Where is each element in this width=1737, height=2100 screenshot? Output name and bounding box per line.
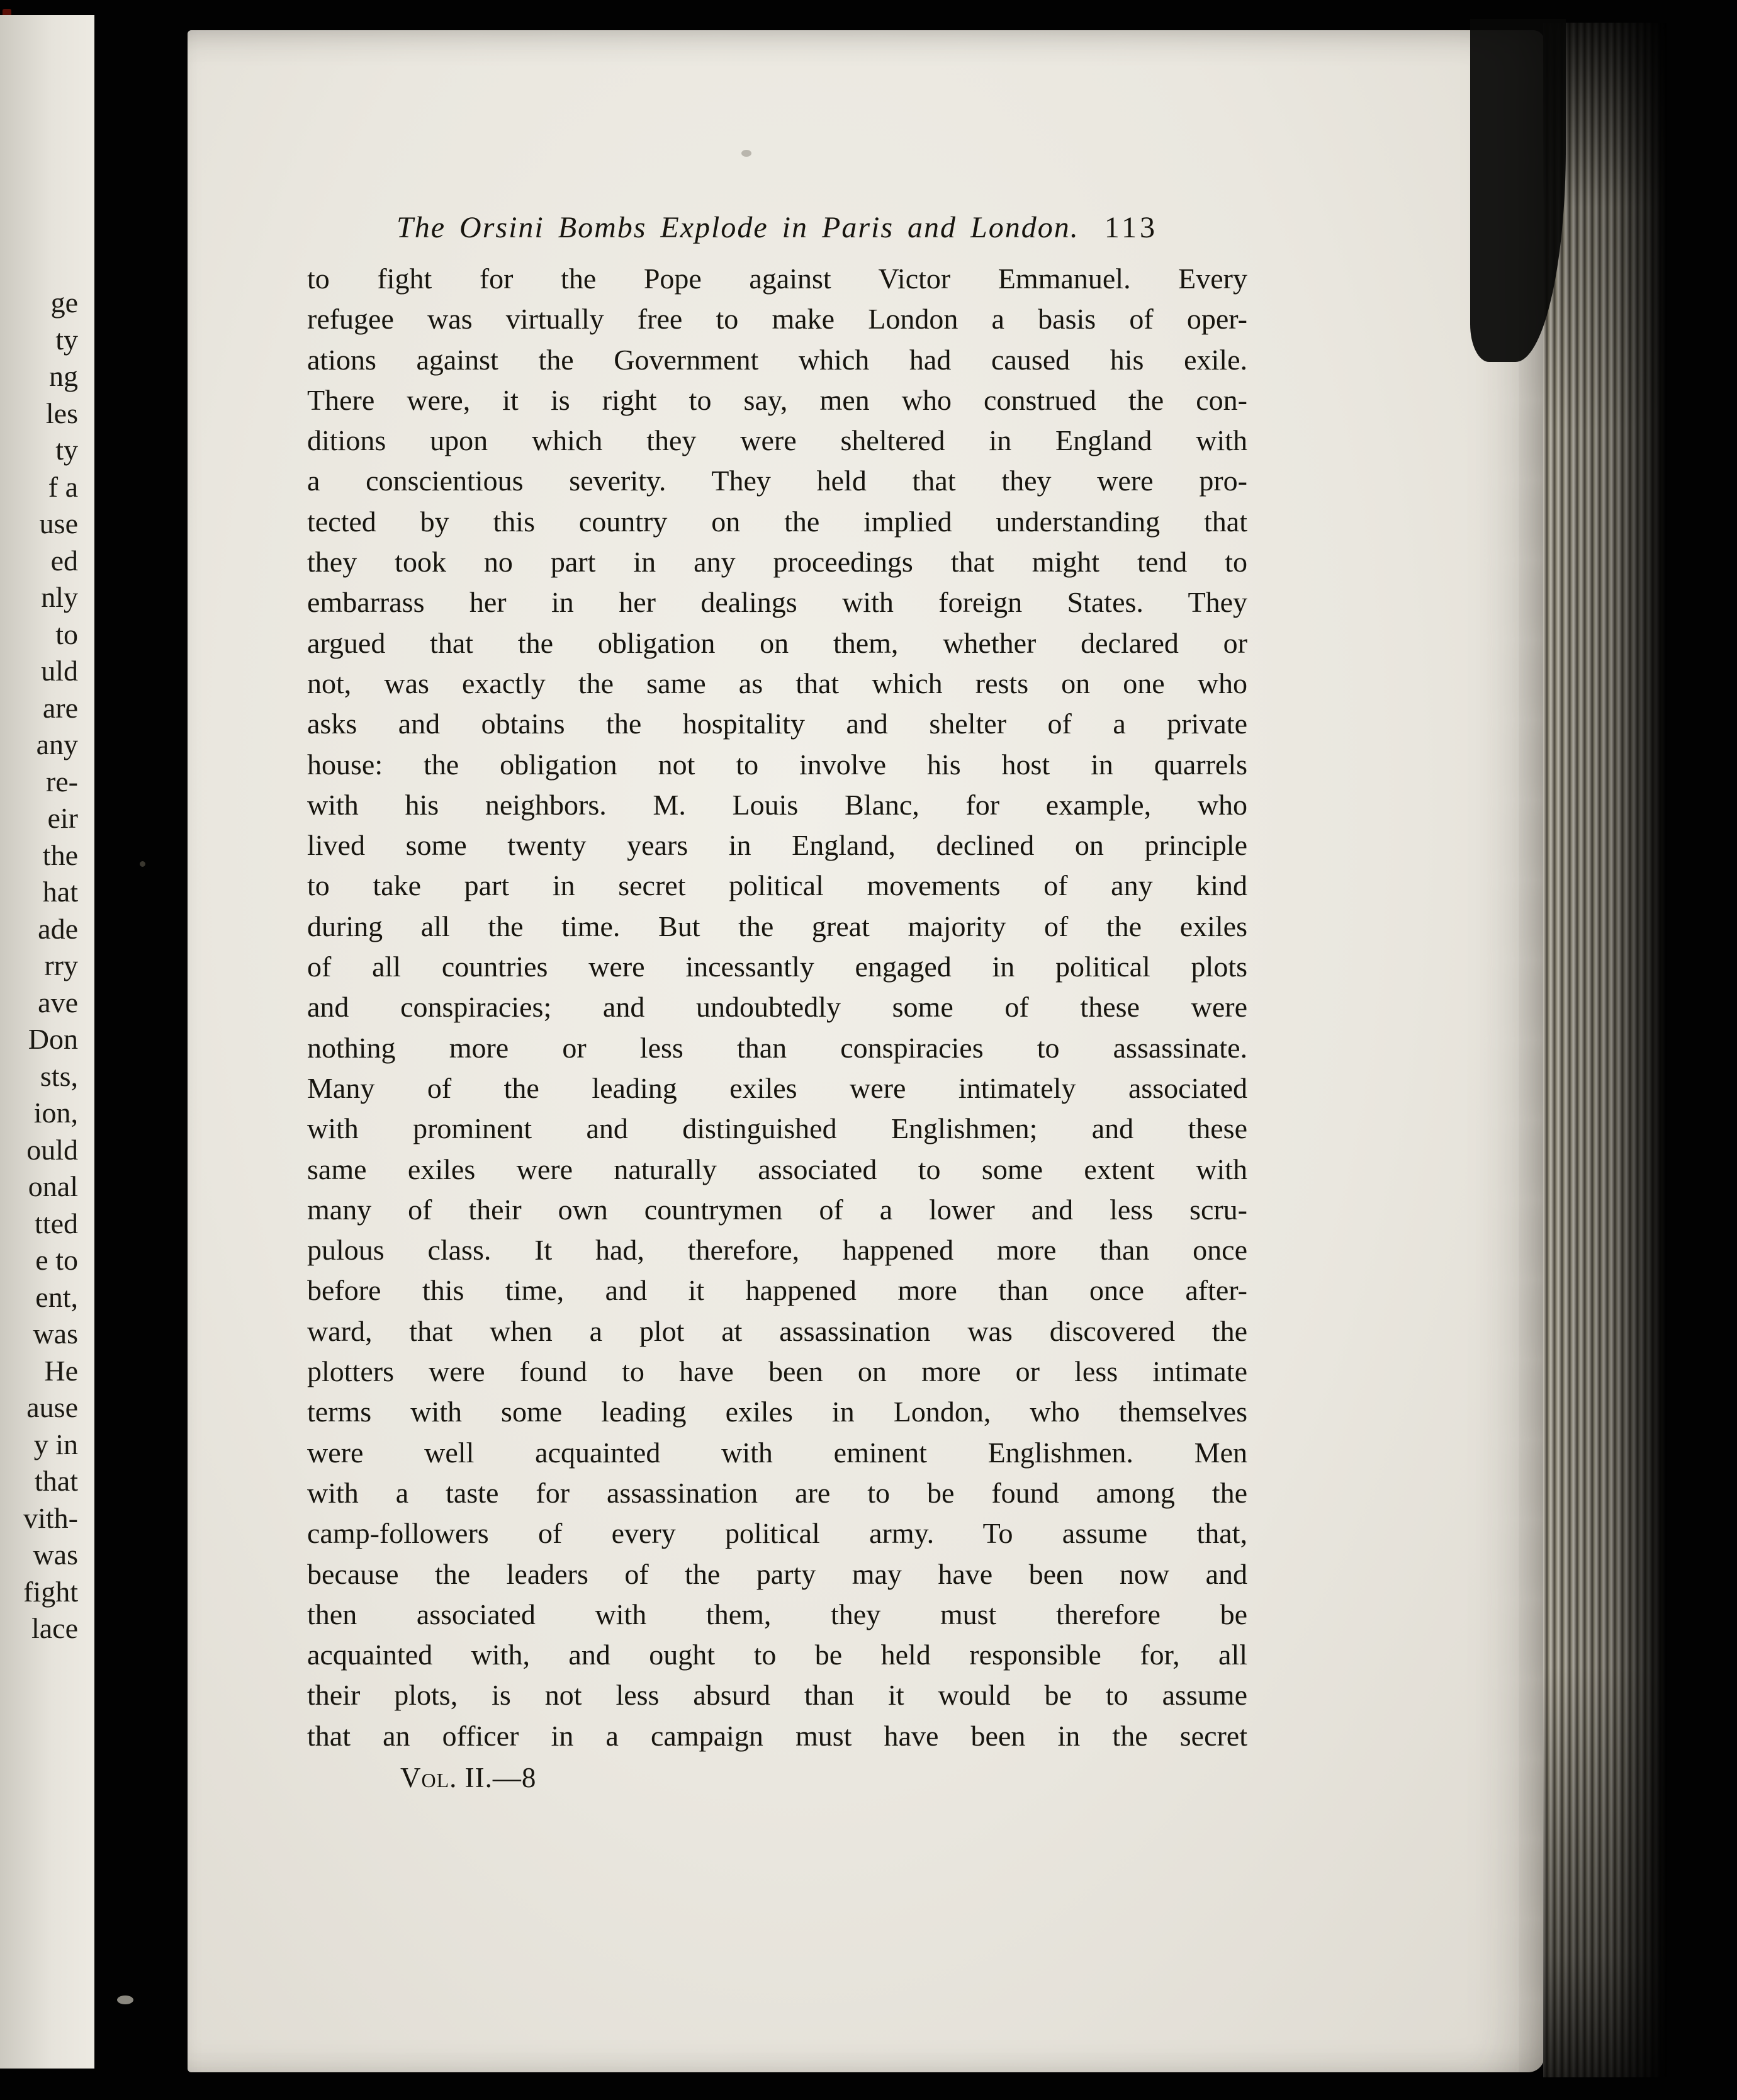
body-text-line: nothing more or less than conspiracies to assassinate. — [307, 1031, 1247, 1064]
body-text-line: ations against the Government which had caused his exile. — [307, 343, 1247, 376]
page-stack-edge — [1543, 23, 1667, 2077]
body-text-line: during all the time. But the great majority of the exiles — [307, 910, 1247, 942]
body-text-line: embarrass her in her dealings with foreign States. They — [307, 586, 1247, 619]
body-text-line: many of their own countrymen of a lower and less scru- — [307, 1193, 1247, 1226]
left-page-line-fragment: lace — [31, 1612, 78, 1644]
body-text-line: asks and obtains the hospitality and shelter of a private — [307, 708, 1247, 740]
scan-speck — [140, 861, 145, 867]
body-text-line: with prominent and distinguished Englishmen; and these — [307, 1112, 1247, 1145]
body-text-line: that an officer in a campaign must have been in the secret — [307, 1719, 1247, 1752]
left-page-line-fragment: ng — [49, 360, 78, 392]
body-text-line: they took no part in any proceedings that might tend to — [307, 546, 1247, 579]
left-page-line-fragment: e to — [35, 1244, 78, 1276]
left-page-line-fragment: use — [39, 507, 78, 539]
volume-footnote: Vol. II.—8 — [400, 1761, 537, 1793]
left-page-line-fragment: was — [33, 1318, 78, 1350]
left-page-line-fragment: ause — [26, 1391, 78, 1423]
body-text-line: ward, that when a plot at assassination was discovered the — [307, 1314, 1247, 1347]
body-text-line: tected by this country on the implied understanding that — [307, 505, 1247, 538]
body-text-line: of all countries were incessantly engaged in political plots — [307, 951, 1247, 983]
left-page-line-fragment: les — [45, 397, 78, 429]
left-page-line-fragment: tted — [35, 1207, 78, 1239]
left-page-line-fragment: rry — [44, 949, 78, 981]
body-text-line: before this time, and it happened more than once after- — [307, 1274, 1247, 1307]
left-page-line-fragment: fight — [23, 1575, 78, 1608]
body-text-line: to fight for the Pope against Victor Emmanuel. Every — [307, 262, 1247, 295]
left-page-line-fragment: He — [44, 1354, 78, 1387]
book-page — [188, 30, 1544, 2072]
body-text-line: same exiles were naturally associated to some extent with — [307, 1153, 1247, 1185]
body-text-line: refugee was virtually free to make London a basis of oper- — [307, 303, 1247, 336]
body-text-line: and conspiracies; and undoubtedly some of these were — [307, 991, 1247, 1024]
body-text-line: argued that the obligation on them, whether declared or — [307, 626, 1247, 659]
body-text-line: were well acquainted with eminent Englishmen. Men — [307, 1436, 1247, 1469]
left-page-line-fragment: ave — [38, 986, 78, 1019]
left-page-line-fragment: vith- — [23, 1501, 78, 1534]
left-page-line-fragment: ty — [55, 434, 78, 466]
left-page-line-fragment: re- — [45, 765, 78, 798]
body-text — [307, 259, 1247, 1756]
left-page-line-fragment: that — [35, 1465, 78, 1497]
left-page-line-fragment: nly — [41, 581, 78, 613]
body-text-line: pulous class. It had, therefore, happened more than once — [307, 1234, 1247, 1267]
left-page-line-fragment: ion, — [33, 1097, 78, 1129]
left-page-line-fragment: ade — [38, 912, 78, 945]
body-text-line: then associated with them, they must therefore be — [307, 1598, 1247, 1630]
left-page-line-fragment: onal — [28, 1170, 78, 1202]
body-text-line: There were, it is right to say, men who construed the con- — [307, 383, 1247, 416]
body-text-line: their plots, is not less absurd than it would be to assume — [307, 1679, 1247, 1712]
left-page-line-fragment: ty — [55, 323, 78, 356]
body-text-line: terms with some leading exiles in London, who themselves — [307, 1396, 1247, 1428]
body-text-line: not, was exactly the same as that which rests on one who — [307, 667, 1247, 699]
left-page-text-fragments — [0, 285, 78, 1647]
left-page-line-fragment: eir — [47, 802, 78, 834]
body-text-line: because the leaders of the party may have been now and — [307, 1557, 1247, 1590]
left-page-line-fragment: y in — [33, 1428, 78, 1460]
left-page-line-fragment: are — [42, 691, 78, 724]
left-page-line-fragment: the — [42, 838, 78, 871]
left-page-line-fragment: ge — [50, 286, 78, 319]
left-page-line-fragment: Don — [28, 1023, 78, 1055]
chapter-title: The Orsini Bombs Explode in Paris and London. — [396, 211, 1079, 244]
left-page-line-fragment: ent, — [35, 1280, 78, 1313]
body-text-line: with a taste for assassination are to be found among the — [307, 1476, 1247, 1509]
body-text-line: house: the obligation not to involve his host in quarrels — [307, 748, 1247, 781]
left-page-line-fragment: sts, — [40, 1059, 78, 1092]
left-page-line-fragment: any — [36, 728, 78, 760]
running-header — [307, 210, 1247, 245]
body-text-line: with his neighbors. M. Louis Blanc, for example, who — [307, 788, 1247, 821]
body-text-line: ditions upon which they were sheltered in England with — [307, 424, 1247, 457]
body-text-line: acquainted with, and ought to be held responsible for, all — [307, 1639, 1247, 1671]
page-text-column — [307, 210, 1247, 1794]
scan-speck — [741, 150, 751, 157]
body-text-line: lived some twenty years in England, declined on principle — [307, 829, 1247, 862]
left-page-line-fragment: ed — [50, 544, 78, 577]
left-page-line-fragment: uld — [41, 655, 78, 687]
left-page-edge — [0, 15, 94, 2069]
left-page-line-fragment: was — [33, 1538, 78, 1571]
body-text-line: camp-followers of every political army. To assume that, — [307, 1517, 1247, 1550]
body-text-line: Many of the leading exiles were intimately associated — [307, 1071, 1247, 1104]
body-text-line: to take part in secret political movements of any kind — [307, 869, 1247, 902]
scan-artifact — [117, 1996, 133, 2004]
left-page-line-fragment: hat — [42, 876, 78, 908]
left-page-line-fragment: f a — [48, 470, 78, 503]
page-number: 113 — [1104, 211, 1158, 244]
body-text-line: plotters were found to have been on more or less intimate — [307, 1355, 1247, 1388]
left-page-line-fragment: to — [55, 618, 78, 650]
left-page-line-fragment: ould — [26, 1133, 78, 1166]
body-text-line: a conscientious severity. They held that they were pro- — [307, 465, 1247, 497]
